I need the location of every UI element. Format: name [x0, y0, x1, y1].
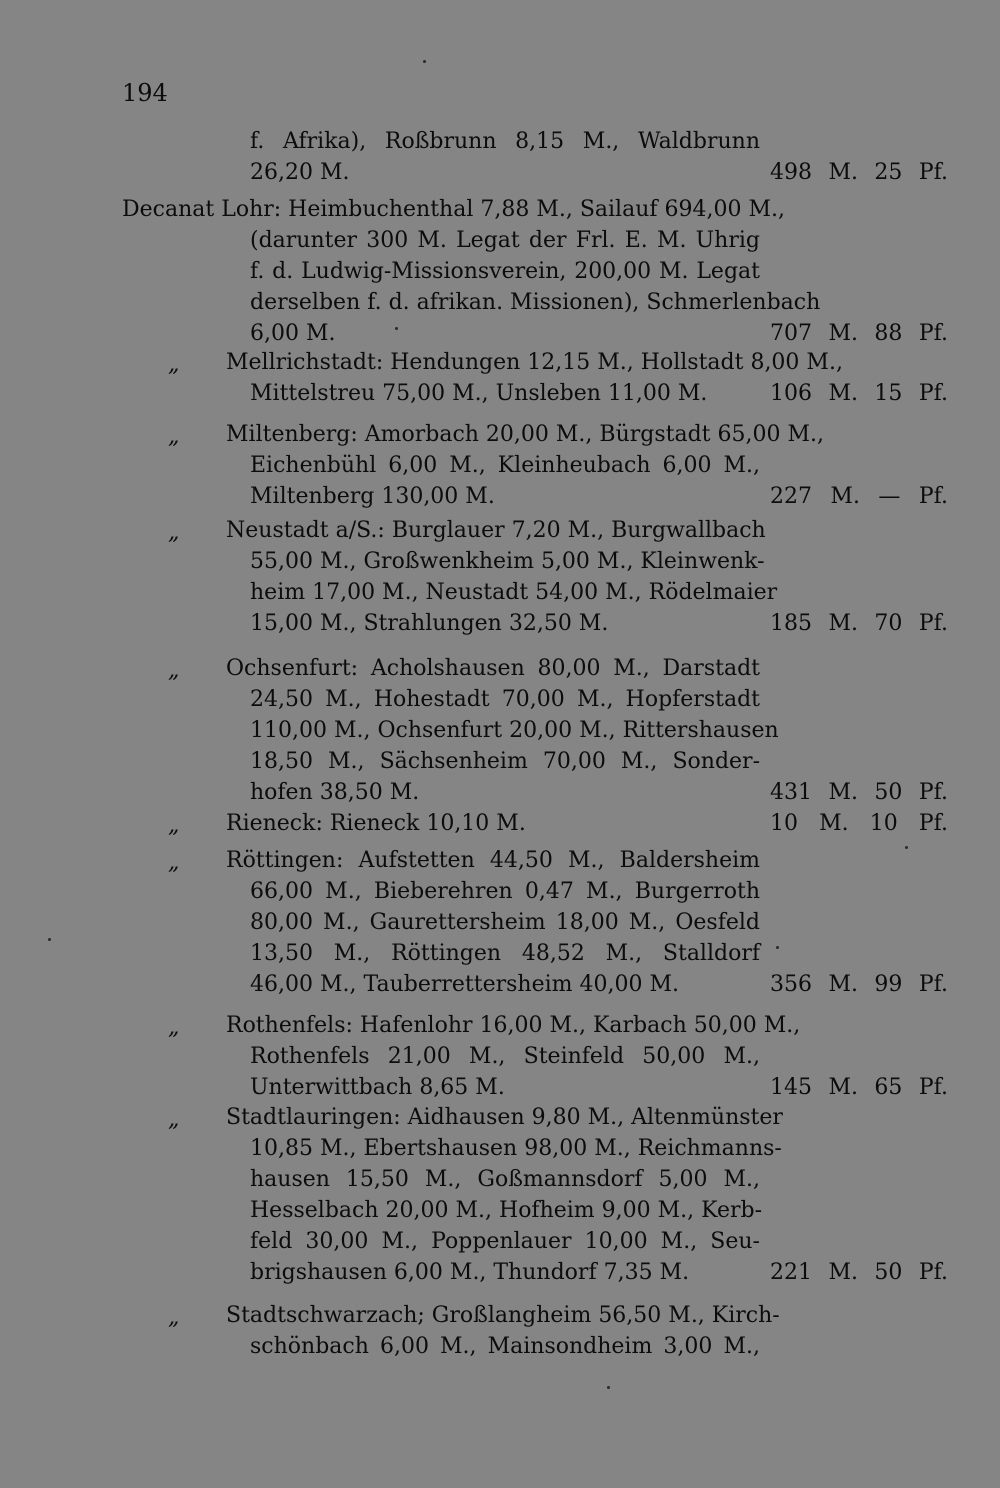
page-number: 194 [122, 79, 168, 107]
ditto-mark: „ [168, 520, 180, 545]
entry-amount: 431 M. 50 Pf. [770, 780, 948, 805]
ditto-mark: „ [168, 352, 180, 377]
scan-speck [776, 946, 779, 949]
entry-amount: 227 M. — Pf. [770, 484, 948, 509]
entry-text-line: 80,00 M., Gaurettersheim 18,00 M., Oesfeld [250, 910, 760, 935]
entry-text-line: 66,00 M., Bieberehren 0,47 M., Burgerroth [250, 879, 760, 904]
ditto-mark: „ [168, 1107, 180, 1132]
entry-text-line: Eichenbühl 6,00 M., Kleinheubach 6,00 M., [250, 453, 760, 478]
entry-text-line: 110,00 M., Ochsenfurt 20,00 M., Rittershausen [250, 718, 779, 743]
ditto-mark: „ [168, 424, 180, 449]
scan-speck [395, 327, 398, 330]
entry-amount: 145 M. 65 Pf. [770, 1075, 948, 1100]
entry-text-line: Hesselbach 20,00 M., Hofheim 9,00 M., Kerb- [250, 1198, 763, 1223]
entry-amount: 221 M. 50 Pf. [770, 1260, 948, 1285]
ditto-mark: „ [168, 1305, 180, 1330]
entry-text-line: 6,00 M. [250, 321, 336, 346]
entry-text-line: f. d. Ludwig-Missionsverein, 200,00 M. Legat [250, 259, 760, 284]
scan-speck [48, 938, 51, 941]
scan-speck [905, 846, 908, 849]
entry-text-line: 55,00 M., Großwenkheim 5,00 M., Kleinwenk- [250, 549, 765, 574]
entry-text-line: 10,85 M., Ebertshausen 98,00 M., Reichmanns- [250, 1136, 782, 1161]
entry-text-line: feld 30,00 M., Poppenlauer 10,00 M., Seu- [250, 1229, 760, 1254]
entry-text-line: Neustadt a/S.: Burglauer 7,20 M., Burgwallbach [226, 518, 766, 543]
scan-speck [607, 1386, 610, 1389]
entry-text-line: f. Afrika), Roßbrunn 8,15 M., Waldbrunn [250, 129, 760, 154]
ditto-mark: „ [168, 658, 180, 683]
entry-text-line: derselben f. d. afrikan. Missionen), Schmerlenbach [250, 290, 821, 315]
scan-speck [423, 60, 426, 63]
entry-amount: 707 M. 88 Pf. [770, 321, 948, 346]
entry-text-line: Rothenfels 21,00 M., Steinfeld 50,00 M., [250, 1044, 760, 1069]
entry-text-line: 13,50 M., Röttingen 48,52 M., Stalldorf [250, 941, 760, 966]
ditto-mark: „ [168, 850, 180, 875]
entry-amount: 10 M. 10 Pf. [770, 811, 948, 836]
entry-text-line: (darunter 300 M. Legat der Frl. E. M. Uhrig [250, 228, 760, 253]
entry-text-line: Stadtschwarzach; Großlangheim 56,50 M., Kirch- [226, 1303, 780, 1328]
entry-text-line: 18,50 M., Sächsenheim 70,00 M., Sonder- [250, 749, 760, 774]
entry-text-line: Rieneck: Rieneck 10,10 M. [226, 811, 526, 836]
entry-text-line: Miltenberg: Amorbach 20,00 M., Bürgstadt 65,00 M., [226, 422, 824, 447]
entry-text-line: Ochsenfurt: Acholshausen 80,00 M., Darstadt [226, 656, 760, 681]
entry-text-line: Unterwittbach 8,65 M. [250, 1075, 505, 1100]
entry-amount: 498 M. 25 Pf. [770, 160, 948, 185]
entry-text-line: heim 17,00 M., Neustadt 54,00 M., Rödelmaier [250, 580, 778, 605]
entry-text-line: 26,20 M. [250, 160, 350, 185]
entry-text-line: Mellrichstadt: Hendungen 12,15 M., Hollstadt 8,00 M., [226, 350, 843, 375]
entry-amount: 356 M. 99 Pf. [770, 972, 948, 997]
entry-amount: 106 M. 15 Pf. [770, 381, 948, 406]
entry-text-line: 15,00 M., Strahlungen 32,50 M. [250, 611, 609, 636]
entry-text-line: hausen 15,50 M., Goßmannsdorf 5,00 M., [250, 1167, 760, 1192]
entry-text-line: brigshausen 6,00 M., Thundorf 7,35 M. [250, 1260, 690, 1285]
ditto-mark: „ [168, 1015, 180, 1040]
entry-text-line: Stadtlauringen: Aidhausen 9,80 M., Altenmünster [226, 1105, 783, 1130]
entry-text-line: Rothenfels: Hafenlohr 16,00 M., Karbach 50,00 M., [226, 1013, 801, 1038]
entry-text-line: Decanat Lohr: Heimbuchenthal 7,88 M., Sailauf 694,00 M., [122, 197, 785, 222]
entry-text-line: 24,50 M., Hohestadt 70,00 M., Hopferstadt [250, 687, 760, 712]
entry-text-line: Miltenberg 130,00 M. [250, 484, 495, 509]
entry-amount: 185 M. 70 Pf. [770, 611, 948, 636]
entry-text-line: 46,00 M., Tauberrettersheim 40,00 M. [250, 972, 679, 997]
entry-text-line: hofen 38,50 M. [250, 780, 420, 805]
entry-text-line: Mittelstreu 75,00 M., Unsleben 11,00 M. [250, 381, 708, 406]
ditto-mark: „ [168, 813, 180, 838]
entry-text-line: Röttingen: Aufstetten 44,50 M., Baldersheim [226, 848, 760, 873]
entry-text-line: schönbach 6,00 M., Mainsondheim 3,00 M., [250, 1334, 760, 1359]
